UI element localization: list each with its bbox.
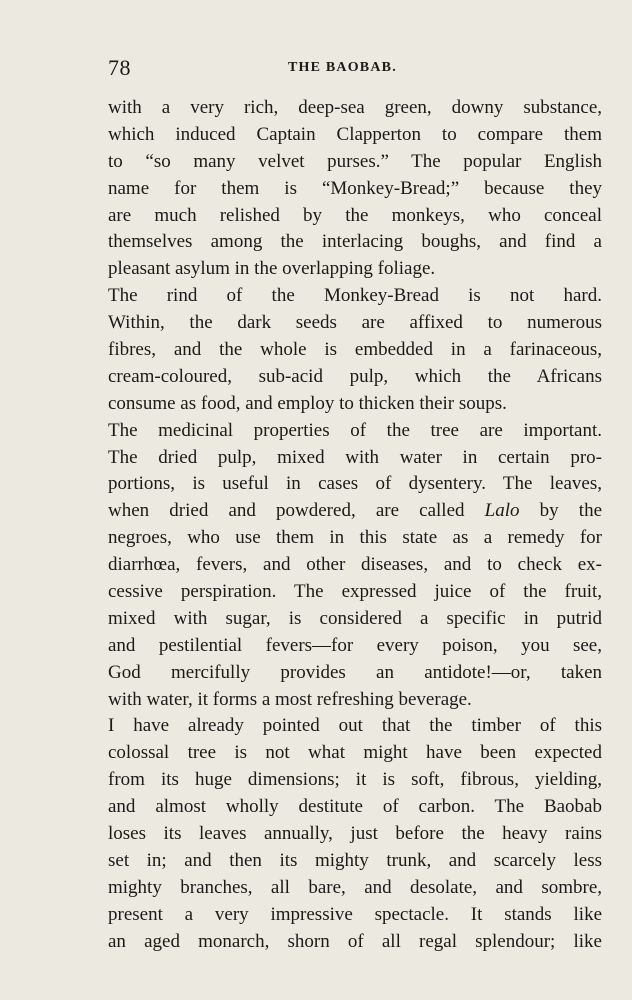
text-line: from its huge dimensions; it is soft, fibrous, yielding, xyxy=(108,769,602,791)
page-number: 78 xyxy=(108,55,131,80)
page-header xyxy=(108,55,602,85)
text-line: and pestilential fevers—for every poison, you see, xyxy=(108,634,602,656)
text-line: fibres, and the whole is embedded in a farinaceous, xyxy=(108,339,602,361)
text-line: diarrhœa, fevers, and other diseases, and to check ex- xyxy=(108,554,602,576)
text-line: when dried and powdered, are called Lalo by the xyxy=(108,500,602,522)
text-line: portions, is useful in cases of dysentery. The leaves, xyxy=(108,473,602,495)
text-line: name for them is “Monkey-Bread;” because they xyxy=(108,177,602,199)
running-head: THE BAOBAB. xyxy=(288,60,397,75)
text-line: The medicinal properties of the tree are important. xyxy=(108,419,602,441)
text-line: loses its leaves annually, just before the heavy rains xyxy=(108,823,602,845)
italic-term: Lalo xyxy=(484,500,520,522)
text-line: cream-coloured, sub-acid pulp, which the Africans xyxy=(108,365,602,387)
text-line: mixed with sugar, is considered a specific in putrid xyxy=(108,607,602,629)
text-line: Within, the dark seeds are affixed to numerous xyxy=(108,312,602,334)
text-line: an aged monarch, shorn of all regal splendour; like xyxy=(108,930,602,952)
text-line: The rind of the Monkey-Bread is not hard. xyxy=(108,285,602,307)
text-line: set in; and then its mighty trunk, and scarcely less xyxy=(108,849,602,871)
text-line: negroes, who use them in this state as a remedy for xyxy=(108,527,602,549)
text-line: pleasant asylum in the overlapping foliage. xyxy=(108,258,436,280)
text-line: consume as food, and employ to thicken their soups. xyxy=(108,392,507,414)
text-line: to “so many velvet purses.” The popular English xyxy=(108,150,602,172)
text-line: cessive perspiration. The expressed juice of the fruit, xyxy=(108,581,602,603)
text-line: and almost wholly destitute of carbon. The Baobab xyxy=(108,796,602,818)
text-line: The dried pulp, mixed with water in certain pro- xyxy=(108,446,602,468)
text-line: God mercifully provides an antidote!—or, taken xyxy=(108,661,602,683)
text-line: with water, it forms a most refreshing beverage. xyxy=(108,688,472,710)
text-line: with a very rich, deep-sea green, downy substance, xyxy=(108,97,602,118)
text-line: colossal tree is not what might have been expected xyxy=(108,742,602,764)
body-text xyxy=(108,95,602,956)
text-line: themselves among the interlacing boughs, and find a xyxy=(108,231,602,253)
text-line: which induced Captain Clapperton to compare them xyxy=(108,123,602,145)
text-line: I have already pointed out that the timber of this xyxy=(108,715,602,737)
text-line: are much relished by the monkeys, who conceal xyxy=(108,204,602,226)
text-line: mighty branches, all bare, and desolate, and sombre, xyxy=(108,876,602,898)
text-line: present a very impressive spectacle. It stands like xyxy=(108,903,602,925)
